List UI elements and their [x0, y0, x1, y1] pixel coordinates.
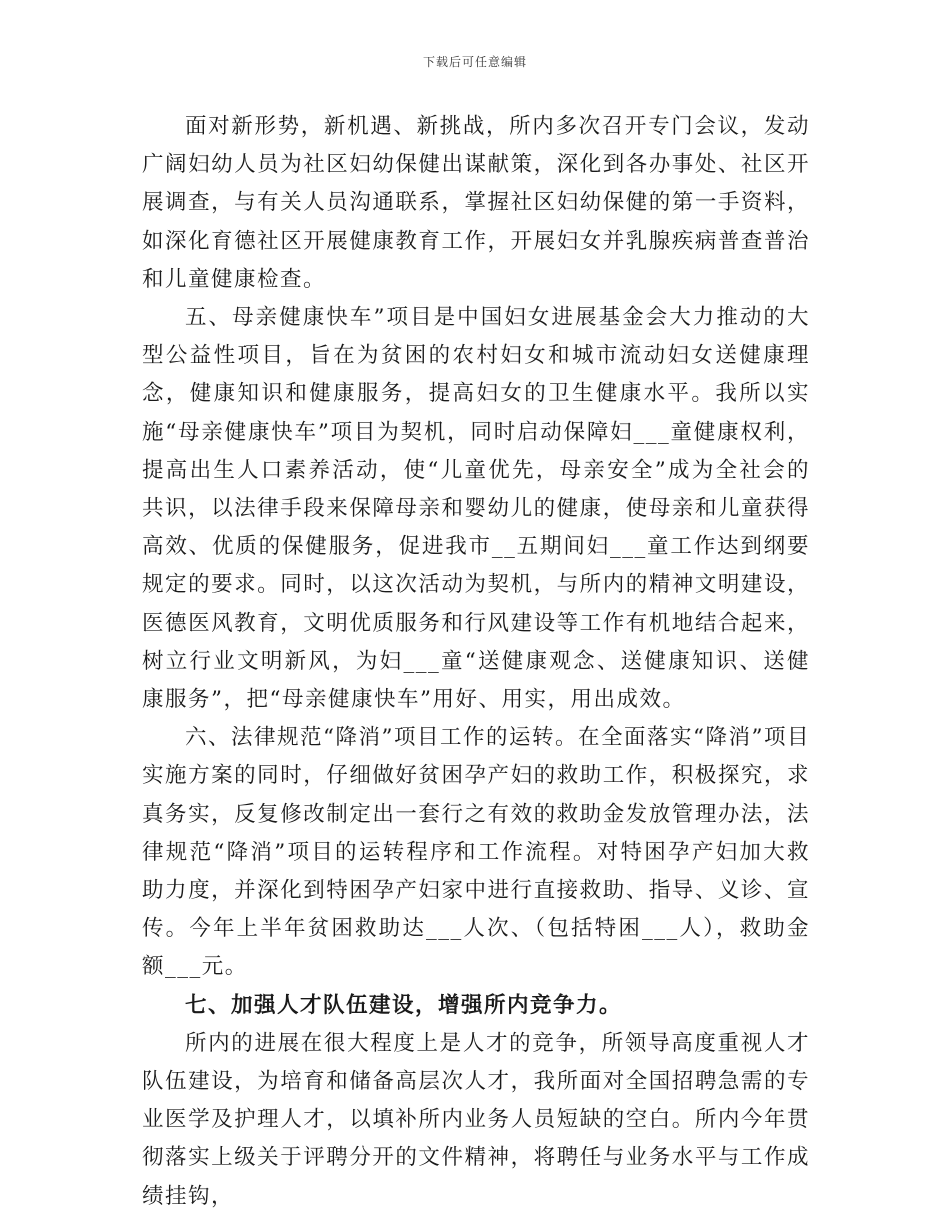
section-7-heading: 七、加强人才队伍建设，增强所内竞争力。: [185, 992, 623, 1018]
paragraph-intro: 面对新形势，新机遇、新挑战，所内多次召开专门会议，发动广阔妇幼人员为社区妇幼保健出谋献策，深化到各办事处、社区开展调查，与有关人员沟通联系，掌握社区妇幼保健的第一手资料，如深化育德社区开展健康教育工作，开展妇女并乳腺疾病普查普治和儿童健康检查。: [142, 114, 810, 292]
page-header: 下载后可任意编辑: [422, 55, 527, 69]
paragraph-section-7: 所内的进展在很大程度上是人才的竞争，所领导高度重视人才队伍建设，为培育和储备高层次人才，我所面对全国招聘急需的专业医学及护理人才，以填补所内业务人员短缺的空白。所内今年贯彻落实上级关于评聘分开的文件精神，将聘任与业务水平与工作成绩挂钩，: [142, 1030, 810, 1209]
document-body: [142, 108, 810, 1216]
paragraph-section-5: 五、母亲健康快车”项目是中国妇女进展基金会大力推动的大型公益性项目，旨在为贫困的农村妇女和城市流动妇女送健康理念，健康知识和健康服务，提高妇女的卫生健康水平。我所以实施“母亲健康快车”项目为契机，同时启动保障妇___童健康权利，提高出生人口素养活动，使“儿童优先，母亲安全”成为全社会的共识，以法律手段来保障母亲和婴幼儿的健康，使母亲和儿童获得高效、优质的保健服务，促进我市__五期间妇___童工作达到纲要规定的要求。同时，以这次活动为契机，与所内的精神文明建设，医德医风教育，文明优质服务和行风建设等工作有机地结合起来，树立行业文明新风，为妇___童“送健康观念、送健康知识、送健康服务”，把“母亲健康快车”用好、用实，用出成效。: [142, 305, 810, 713]
paragraph-section-6: 六、法律规范“降消”项目工作的运转。在全面落实“降消”项目实施方案的同时，仔细做好贫困孕产妇的救助工作，积极探究，求真务实，反复修改制定出一套行之有效的救助金发放管理办法，法律规范“降消”项目的运转程序和工作流程。对特困孕产妇加大救助力度，并深化到特困孕产妇家中进行直接救助、指导、义诊、宣传。今年上半年贫困救助达___人次、（包括特困___人），救助金额___元。: [142, 725, 810, 980]
